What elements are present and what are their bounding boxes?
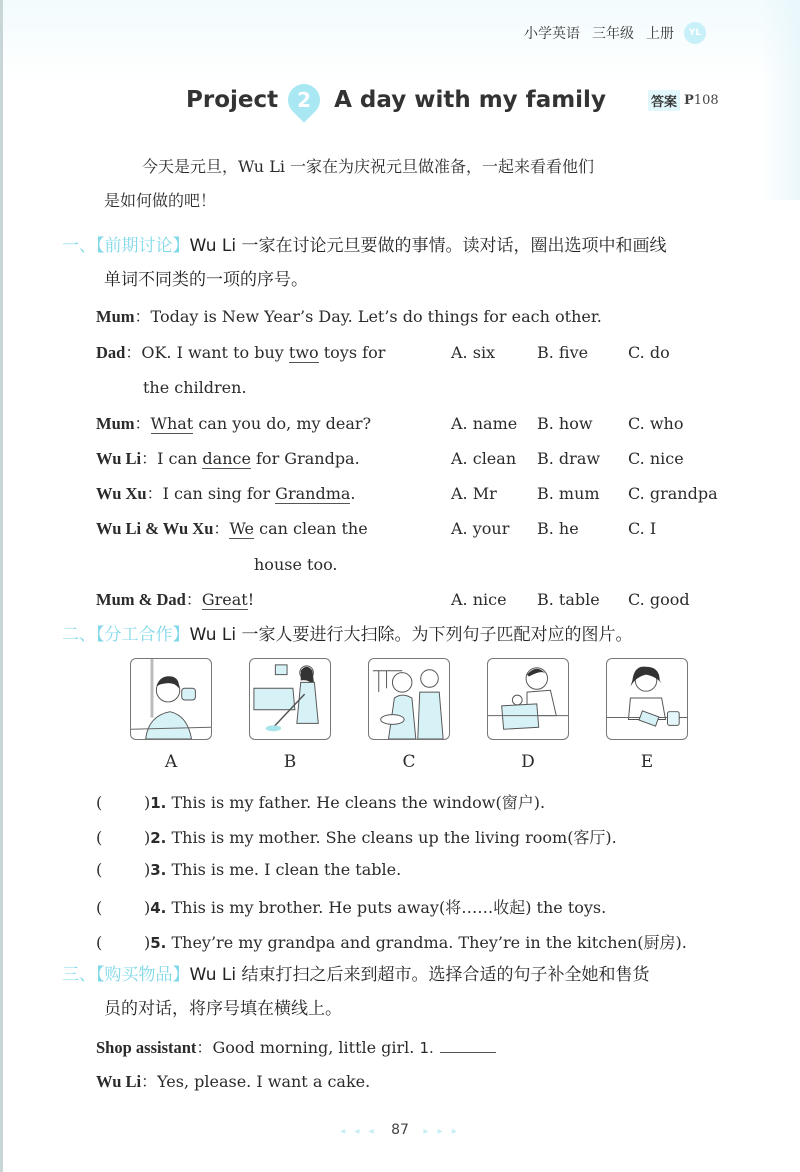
option-c[interactable]: C. who: [628, 414, 684, 433]
picture-row: [130, 658, 725, 740]
option-a[interactable]: A. Mr: [451, 484, 497, 503]
picture-label-e: E: [640, 752, 654, 772]
option-c[interactable]: C. good: [628, 590, 690, 609]
picture-a-window-cleaning: [130, 658, 212, 740]
section-2-heading: 二、【分工合作】Wu Li 一家人要进行大扫除。为下列句子匹配对应的图片。: [62, 625, 633, 645]
dialogue-line: Wu Li：I can dance for Grandpa.: [96, 449, 360, 468]
dialogue-line: Dad：OK. I want to buy two toys for: [96, 343, 386, 362]
option-c[interactable]: C. nice: [628, 449, 684, 468]
answer-label: 答案: [648, 90, 680, 111]
dialogue-line: Wu Xu：I can sing for Grandma.: [96, 484, 356, 503]
picture-label-c: C: [402, 752, 416, 772]
picture-c-kitchen: [368, 658, 450, 740]
dialogue-line: Shop assistant：Good morning, little girl. 1.: [96, 1038, 496, 1058]
picture-label-d: D: [521, 752, 535, 772]
answer-blank[interactable]: (: [96, 793, 103, 812]
page-edge: [0, 0, 3, 1172]
dialogue-line: Wu Li & Wu Xu：We can clean the: [96, 519, 368, 538]
option-b[interactable]: B. how: [537, 414, 593, 433]
title-text: A day with my family: [334, 87, 606, 113]
answer-page: P108: [684, 93, 719, 108]
match-item: ( )2. This is my mother. She cleans up the living room(客厅).: [96, 828, 617, 847]
title-prefix: Project: [186, 87, 279, 113]
section-2-tag: 【分工合作】: [96, 625, 190, 645]
option-a[interactable]: A. clean: [451, 449, 517, 468]
match-item: ( )1. This is my father. He cleans the window(窗户).: [96, 793, 546, 812]
match-item: ( )4. This is my brother. He puts away(将……收起) the toys.: [96, 898, 607, 917]
option-c[interactable]: C. I: [628, 519, 657, 538]
answer-blank[interactable]: (: [96, 860, 103, 879]
answer-blank[interactable]: (: [96, 898, 103, 917]
section-1-heading: 一、【前期讨论】Wu Li 一家在讨论元旦要做的事情。读对话，圈出选项中和画线 单词不同类的一项的序号。: [62, 236, 667, 290]
fill-in-blank[interactable]: [440, 1039, 496, 1053]
section-3-tag: 【购买物品】: [96, 965, 190, 985]
option-b[interactable]: B. mum: [537, 484, 600, 503]
intro-line-2: 是如何做的吧！: [104, 191, 217, 210]
publisher-badge-icon: YL: [684, 22, 706, 44]
answer-blank[interactable]: (: [96, 828, 103, 847]
section-3-heading: 三、【购买物品】Wu Li 结束打扫之后来到超市。选择合适的句子补全她和售货 员的对话，将序号填在横线上。: [62, 965, 650, 1019]
dialogue-line: Mum & Dad：Great!: [96, 590, 255, 609]
option-b[interactable]: B. table: [537, 590, 600, 609]
option-b[interactable]: B. five: [537, 343, 589, 362]
picture-b-mopping: [249, 658, 331, 740]
dialogue-continuation: house too.: [254, 555, 338, 574]
subject-label: 小学英语: [524, 26, 580, 42]
picture-label-b: B: [283, 752, 297, 772]
match-item: ( )3. This is me. I clean the table.: [96, 860, 402, 879]
page-title: [186, 84, 606, 116]
option-a[interactable]: A. nice: [451, 590, 507, 609]
dialogue-continuation: the children.: [143, 378, 247, 397]
answer-reference: [648, 90, 719, 111]
option-b[interactable]: B. he: [537, 519, 579, 538]
option-b[interactable]: B. draw: [537, 449, 601, 468]
picture-d-toys: [487, 658, 569, 740]
option-a[interactable]: A. six: [451, 343, 496, 362]
dialogue-line: Wu Li：Yes, please. I want a cake.: [96, 1072, 371, 1091]
dialogue-line: Mum：Today is New Year’s Day. Let’s do things for each other.: [96, 307, 602, 326]
intro-paragraph: [104, 150, 704, 218]
page-number: 87: [391, 1122, 409, 1138]
decorative-glow: [760, 0, 800, 200]
match-item: ( )5. They’re my grandpa and grandma. They’re in the kitchen(厨房).: [96, 933, 687, 952]
project-number-pin-icon: [288, 84, 320, 116]
option-a[interactable]: A. your: [451, 519, 510, 538]
picture-label-a: A: [164, 752, 178, 772]
option-c[interactable]: C. do: [628, 343, 670, 362]
volume-label: 上册: [646, 26, 674, 42]
grade-label: 三年级: [592, 26, 634, 42]
option-c[interactable]: C. grandpa: [628, 484, 718, 503]
option-a[interactable]: A. name: [451, 414, 518, 433]
answer-blank[interactable]: (: [96, 933, 103, 952]
page-footer: ◂ ◂ ◂ 87 ▸ ▸ ▸: [340, 1122, 460, 1138]
intro-line-1: 今天是元旦，Wu Li 一家在为庆祝元旦做准备，一起来看看他们: [142, 157, 595, 176]
picture-labels: [130, 752, 725, 772]
book-info: [524, 22, 706, 44]
picture-e-table: [606, 658, 688, 740]
dialogue-line: Mum：What can you do, my dear?: [96, 414, 372, 433]
section-1-tag: 【前期讨论】: [96, 236, 190, 256]
project-number: 2: [297, 88, 312, 112]
